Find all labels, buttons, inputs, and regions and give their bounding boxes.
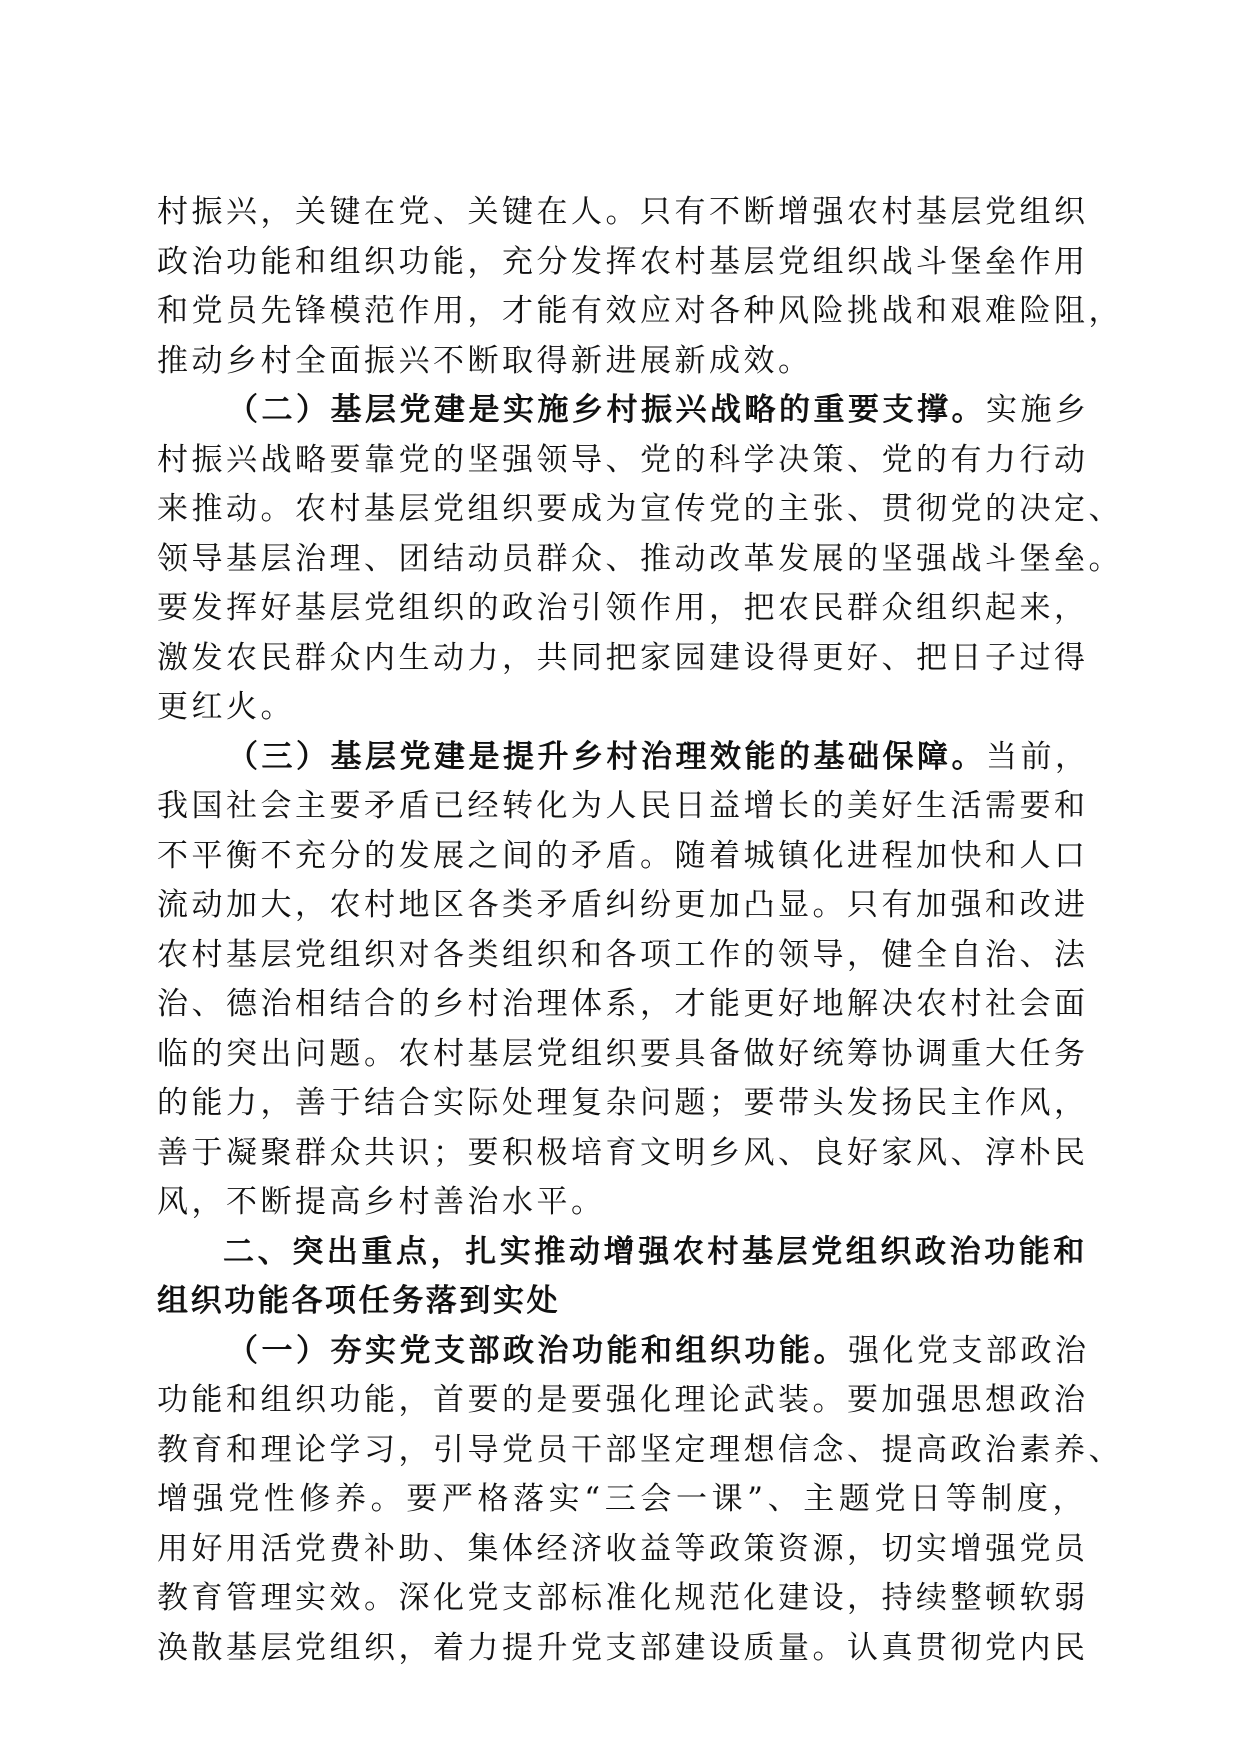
text-line: 更红火。 — [157, 689, 295, 725]
text-line: 用好用活党费补助、集体经济收益等政策资源，切实增强党员 — [157, 1530, 1089, 1567]
text-line: 教育管理实效。深化党支部标准化规范化建设，持续整顿软弱 — [157, 1580, 1089, 1616]
text-line: 教育和理论学习，引导党员干部坚定理想信念、提高政治素养、 — [157, 1431, 1123, 1468]
text-line: 和党员先锋模范作用，才能有效应对各种风险挑战和艰难险阻， — [157, 293, 1123, 329]
text-line: 村振兴战略要靠党的坚强领导、党的科学决策、党的有力行动 — [157, 441, 1089, 478]
section-heading-continuation: 组织功能各项任务落到实处 — [157, 1283, 561, 1319]
text-line: 激发农民群众内生动力，共同把家园建设得更好、把日子过得 — [157, 639, 1089, 676]
text-line: 推动乡村全面振兴不断取得新进展新成效。 — [157, 342, 813, 379]
text-line: 不平衡不充分的发展之间的矛盾。随着城镇化进程加快和人口 — [157, 837, 1089, 874]
section-lead-three: （三）基层党建是提升乡村治理效能的基础保障。 — [227, 738, 986, 775]
text-line: 善于凝聚群众共识；要积极培育文明乡风、良好家风、淳朴民 — [157, 1134, 1089, 1171]
text-line: 流动加大，农村地区各类矛盾纠纷更加凸显。只有加强和改进 — [157, 887, 1089, 923]
paragraph-two-first-line — [157, 386, 1090, 436]
text-line: 治、德治相结合的乡村治理体系，才能更好地解决农村社会面 — [157, 986, 1089, 1022]
section-lead-two: （二）基层党建是实施乡村振兴战略的重要支撑。 — [227, 392, 986, 428]
text-line: 的能力，善于结合实际处理复杂问题；要带头发扬民主作风， — [157, 1085, 1089, 1121]
section-heading: 二、突出重点，扎实推动增强农村基层党组织政治功能和 — [223, 1233, 1087, 1270]
subsection-lead-one-continuation: 强化党支部政治 — [848, 1332, 1090, 1369]
text-line: 涣散基层党组织，着力提升党支部建设质量。认真贯彻党内民 — [157, 1629, 1089, 1666]
paragraph-three-first-line — [157, 733, 1090, 783]
text-line: 村振兴，关键在党、关键在人。只有不断增强农村基层党组织 — [157, 194, 1089, 230]
text-line: 风，不断提高乡村善治水平。 — [157, 1184, 606, 1220]
text-line: 临的突出问题。农村基层党组织要具备做好统筹协调重大任务 — [157, 1035, 1089, 1072]
subsection-lead-one: （一）夯实党支部政治功能和组织功能。 — [227, 1332, 848, 1369]
text-line: 领导基层治理、团结动员群众、推动改革发展的坚强战斗堡垒。 — [157, 540, 1123, 577]
text-line: 农村基层党组织对各类组织和各项工作的领导，健全自治、法 — [157, 936, 1089, 973]
document-body — [157, 188, 1123, 1673]
text-line: 要发挥好基层党组织的政治引领作用，把农民群众组织起来， — [157, 590, 1089, 626]
text-line: 功能和组织功能，首要的是要强化理论武装。要加强思想政治 — [157, 1382, 1089, 1418]
text-line: 增强党性修养。要严格落实“三会一课”、主题党日等制度， — [157, 1481, 1087, 1517]
text-line: 我国社会主要矛盾已经转化为人民日益增长的美好生活需要和 — [157, 788, 1089, 824]
section-lead-two-continuation: 实施乡 — [986, 392, 1090, 428]
text-line: 政治功能和组织功能，充分发挥农村基层党组织战斗堡垒作用 — [157, 243, 1089, 280]
subsection-one-first-line — [157, 1327, 1090, 1377]
text-line: 来推动。农村基层党组织要成为宣传党的主张、贯彻党的决定、 — [157, 491, 1123, 527]
section-lead-three-continuation: 当前， — [986, 738, 1090, 775]
